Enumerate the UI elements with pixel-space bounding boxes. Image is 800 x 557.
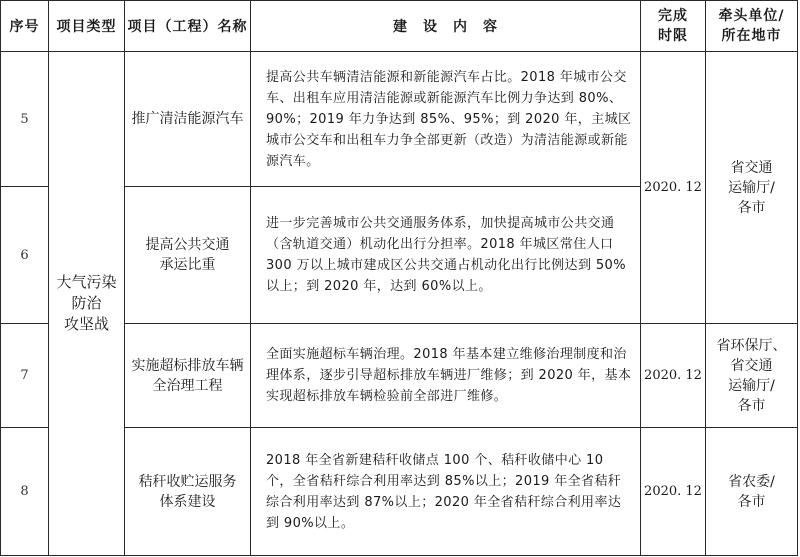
header-lead: 牵头单位/ 所在地市 (706, 1, 798, 52)
header-row (1, 1, 798, 52)
row-seq: 8 (1, 428, 49, 556)
row-lead: 省交通 运输厅/ 各市 (706, 52, 798, 324)
row-content: 2018 年全省新建秸秆收储点 100 个、秸秆收储中心 10 个，全省秸秆综合利用率达到 85%以上；2019 年全省秸秆综合利用率达到 87%以上；2020 年全省秸秆综合利用率达到 90%以上。 (251, 428, 641, 556)
row-seq: 6 (1, 187, 49, 324)
row-deadline: 2020. 12 (641, 52, 706, 324)
row-name: 推广清洁能源汽车 (125, 52, 251, 187)
row-seq: 5 (1, 52, 49, 187)
row-lead: 省环保厅、 省交通 运输厅/ 各市 (706, 324, 798, 428)
header-name: 项目（工程）名称 (125, 1, 251, 52)
header-type: 项目类型 (49, 1, 125, 52)
row-name: 提高公共交通 承运比重 (125, 187, 251, 324)
header-deadline: 完成 时限 (641, 1, 706, 52)
row-content: 全面实施超标车辆治理。2018 年基本建立维修治理制度和治理体系，逐步引导超标排放车辆进厂维修；到 2020 年，基本实现超标排放车辆检验前全部进厂维修。 (251, 324, 641, 428)
row-name: 实施超标排放车辆 全治理工程 (125, 324, 251, 428)
row-name: 秸秆收贮运服务 体系建设 (125, 428, 251, 556)
row-content: 提高公共车辆清洁能源和新能源汽车占比。2018 年城市公交车、出租车应用清洁能源或新能源汽车比例力争达到 80%、90%；2019 年力争达到 85%、95%；到 2020 年，主城区城市公交车和出租车力争全部更新（改造）为清洁能源或新能源汽车。 (251, 52, 641, 187)
table-row (1, 52, 798, 187)
row-seq: 7 (1, 324, 49, 428)
row-deadline: 2020. 12 (641, 324, 706, 428)
header-content: 建 设 内 容 (251, 1, 641, 52)
header-seq: 序号 (1, 1, 49, 52)
row-deadline: 2020. 12 (641, 428, 706, 556)
category-cell: 大气污染 防治 攻坚战 (49, 52, 125, 556)
row-lead: 省农委/ 各市 (706, 428, 798, 556)
row-content: 进一步完善城市公共交通服务体系，加快提高城市公共交通（含轨道交通）机动化出行分担率。2018 年城区常住人口 300 万以上城市建成区公共交通占机动化出行比例达到 50%以上；到 2020 年，达到 60%以上。 (251, 187, 641, 324)
